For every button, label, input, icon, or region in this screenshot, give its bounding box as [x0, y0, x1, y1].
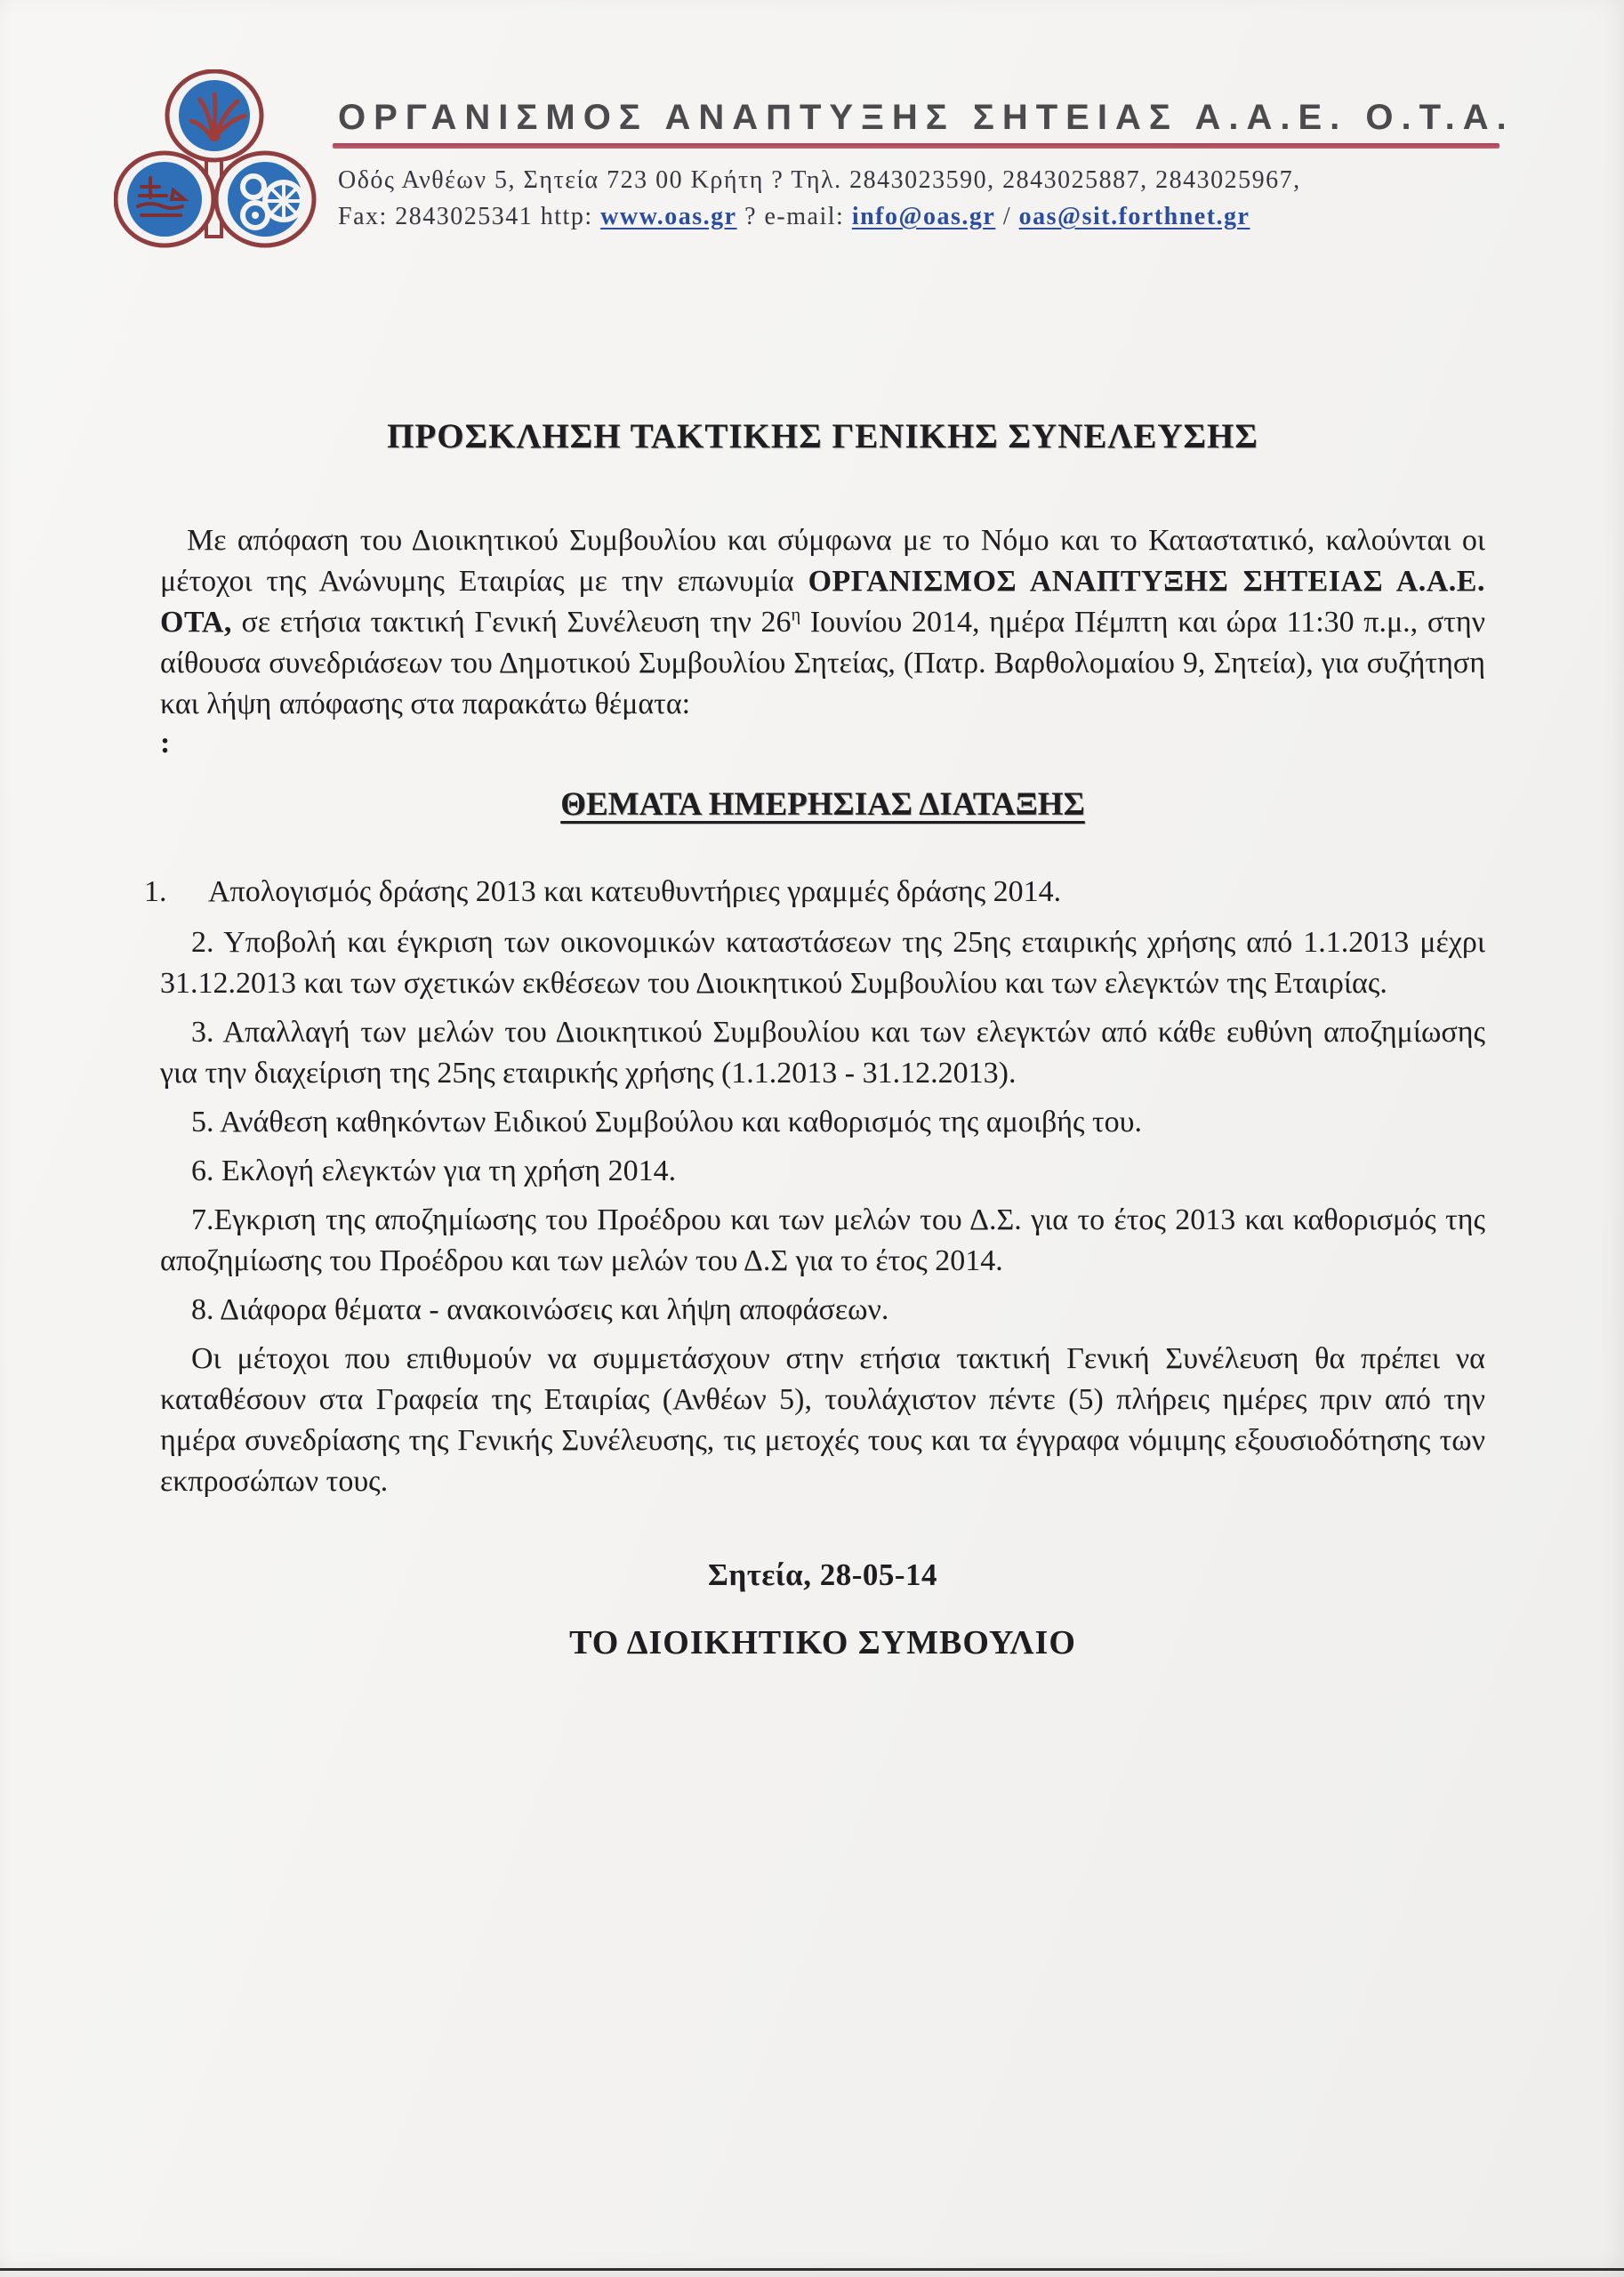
place-date: Σητεία, 28-05-14 [707, 1557, 938, 1592]
email-label: ? e-mail: [736, 203, 852, 230]
closing-paragraph: Οι μέτοχοι που επιθυμούν να συμμετάσχουν στην ετήσια τακτική Γενική Συνέλευση θα πρέπει να καταθέσουν στα Γραφεία της Εταιρίας (Ανθέων 5), τουλάχιστον πέντε (5) πλήρεις ημέρες πριν από την ημέρα συνεδρίασης της Γενικής Συνέλευσης, τις μετοχές τους και τα έγγραφα νόμιμης εξουσιοδότησης των εκπροσώπων τους. [160, 1342, 1485, 1498]
address-block [333, 162, 1499, 235]
stray-colon: : [160, 727, 171, 760]
agenda-item: 8. Διάφορα θέματα - ανακοινώσεις και λήψη αποφάσεων. [191, 1293, 889, 1326]
letterhead [114, 66, 1515, 261]
address-line-2 [338, 198, 1499, 235]
address-line-1: Οδός Ανθέων 5, Σητεία 723 00 Κρήτη ? Τηλ. 2843023590, 2843025887, 2843025967, [338, 166, 1301, 194]
email-link-primary[interactable]: info@oas.gr [851, 203, 996, 230]
agenda-item-text: Απολογισμός δράσης 2013 και κατευθυντήριες γραμμές δράσης 2014. [208, 875, 1062, 908]
intro-segment-2: σε ετήσια τακτική Γενική Συνέλευση την 26 [231, 606, 792, 639]
email-link-secondary[interactable]: oas@sit.forthnet.gr [1018, 203, 1250, 230]
org-logo [114, 69, 317, 251]
intro-segment-1: Με απόφαση του Διοικητικού Συμβουλίου και σύμφωνα με το Νόμο και το Καταστατικό, καλούνται οι μέτοχοι της Ανώνυμης Εταιρίας με την επωνυμία [160, 524, 1485, 598]
website-link[interactable]: www.oas.gr [600, 203, 737, 230]
company-name-bold: ΟΡΓΑΝΙΣΜΟΣ ΑΝΑΠΤΥΞΗΣ ΣΗΤΕΙΑΣ Α.Α.Ε. ΟΤΑ, [160, 565, 1485, 639]
intro-paragraph [160, 520, 1485, 725]
intro-segment-3: Ιουνίου 2014, ημέρα Πέμπτη και ώρα 11:30 π.μ., στην αίθουσα συνεδριάσεων του Δημοτικού Συμβουλίου Σητείας, (Πατρ. Βαρθολομαίου 9, Σητεία), για συζήτηση και λήψη απόφασης στα παρακάτω θέματα: [160, 606, 1485, 720]
agenda-heading: ΘΕΜΑΤΑ ΗΜΕΡΗΣΙΑΣ ΔΙΑΤΑΞΗΣ [560, 786, 1085, 823]
agenda-item: 5. Ανάθεση καθηκόντων Ειδικού Συμβούλου και καθορισμός της αμοιβής του. [191, 1106, 1143, 1138]
document-title: ΠΡΟΣΚΛΗΣΗ ΤΑΚΤΙΚΗΣ ΓΕΝΙΚΗΣ ΣΥΝΕΛΕΥΣΗΣ [387, 417, 1258, 455]
date-ordinal-superscript: η [791, 605, 801, 625]
scan-edge [0, 2268, 1624, 2271]
fax-http-label: Fax: 2843025341 http: [338, 203, 601, 230]
three-circles-logo-icon [114, 69, 317, 251]
agenda-item: 6. Εκλογή ελεγκτών για τη χρήση 2014. [191, 1155, 677, 1187]
agenda-list [144, 872, 1485, 1331]
agenda-item: 7.Εγκριση της αποζημίωσης του Προέδρου και των μελών του Δ.Σ. για το έτος 2013 και καθορισμός της αποζημίωσης του Προέδρου και των μελών του Δ.Σ για το έτος 2014. [160, 1203, 1485, 1277]
org-title: ΟΡΓΑΝΙΣΜΟΣ ΑΝΑΠΤΥΞΗΣ ΣΗΤΕΙΑΣ Α.Α.Ε. Ο.Τ.Α. [338, 98, 1515, 137]
email-separator: / [995, 203, 1019, 230]
header-divider [333, 143, 1499, 149]
agenda-item [144, 872, 1485, 913]
signature-line: ΤΟ ΔΙΟΙΚΗΤΙΚΟ ΣΥΜΒΟΥΛΙΟ [569, 1624, 1076, 1661]
agenda-item: 3. Απαλλαγή των μελών του Διοικητικού Συμβουλίου και των ελεγκτών από κάθε ευθύνη αποζημίωσης για την διαχείριση της 25ης εταιρικής χρήσης (1.1.2013 - 31.12.2013). [160, 1016, 1485, 1090]
document-body [144, 416, 1485, 1662]
agenda-item: 2. Υποβολή και έγκριση των οικονομικών καταστάσεων της 25ης εταιρικής χρήσης από 1.1.2013 μέχρι 31.12.2013 και των σχετικών εκθέσεων του Διοικητικού Συμβουλίου και των ελεγκτών της Εταιρίας. [160, 926, 1485, 1000]
agenda-item-number: 1. [144, 875, 167, 908]
